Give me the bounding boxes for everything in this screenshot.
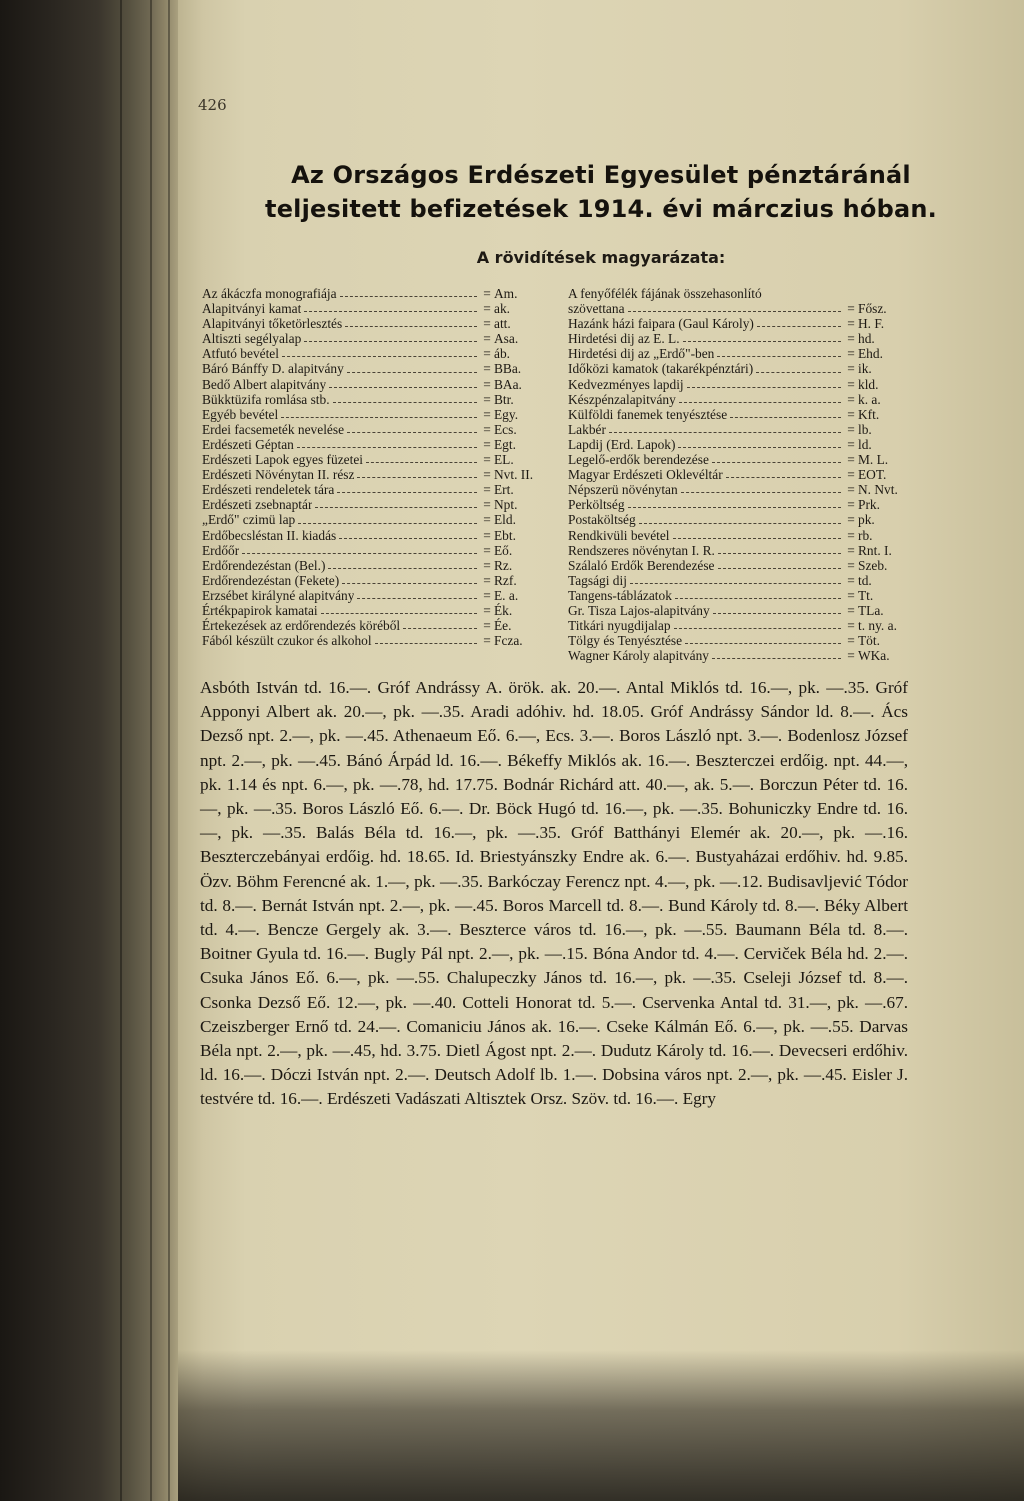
equals-sign: = bbox=[483, 587, 491, 603]
abbreviation-code: td. bbox=[858, 572, 872, 588]
equals-sign: = bbox=[847, 527, 855, 543]
page-title bbox=[178, 158, 1024, 226]
equals-sign: = bbox=[483, 618, 491, 634]
abbreviation-term: Bükktüzifa romlása stb. bbox=[202, 391, 330, 407]
equals-sign: = bbox=[847, 421, 855, 437]
equals-sign: = bbox=[483, 406, 491, 422]
leader-line bbox=[726, 463, 841, 478]
abbreviation-term: Bedő Albert alapitvány bbox=[202, 376, 327, 392]
leader-line bbox=[687, 373, 841, 388]
abbreviation-row bbox=[568, 648, 910, 663]
leader-line bbox=[340, 282, 477, 297]
equals-sign: = bbox=[847, 391, 855, 407]
abbreviation-term: Gr. Tisza Lajos-alapitvány bbox=[568, 602, 710, 618]
abbreviation-code: Egy. bbox=[494, 406, 519, 422]
equals-sign: = bbox=[483, 316, 491, 332]
abbreviation-term: Erdőrendezéstan (Bel.) bbox=[202, 557, 326, 573]
abbreviation-code: Fősz. bbox=[858, 301, 887, 317]
abbreviation-term: Erdőrendezéstan (Fekete) bbox=[202, 572, 340, 588]
abbreviation-term: Erdészeti Növénytan II. rész bbox=[202, 467, 355, 483]
leader-line bbox=[347, 418, 477, 433]
abbreviation-term: Külföldi fanemek tenyésztése bbox=[568, 406, 728, 422]
abbreviation-code: TLa. bbox=[858, 602, 884, 618]
binding-edge bbox=[150, 0, 152, 1501]
abbreviation-term: Népszerü növénytan bbox=[568, 482, 678, 498]
equals-sign: = bbox=[847, 648, 855, 664]
abbreviation-code: Npt. bbox=[494, 497, 518, 513]
leader-line bbox=[333, 388, 477, 403]
leader-line bbox=[297, 433, 477, 448]
equals-sign: = bbox=[483, 346, 491, 362]
equals-sign: = bbox=[483, 391, 491, 407]
abbreviations-right-column bbox=[568, 286, 910, 663]
leader-line bbox=[718, 554, 842, 569]
abbreviation-code: E. a. bbox=[494, 587, 519, 603]
leader-line bbox=[717, 342, 841, 357]
abbreviation-code: ld. bbox=[858, 436, 872, 452]
equals-sign: = bbox=[483, 361, 491, 377]
leader-line bbox=[403, 614, 477, 629]
equals-sign: = bbox=[483, 512, 491, 528]
abbreviation-code: Rnt. I. bbox=[858, 542, 892, 558]
abbreviation-term: Báró Bánffy D. alapitvány bbox=[202, 361, 344, 377]
abbreviation-term: Értekezések az erdőrendezés köréből bbox=[202, 618, 401, 634]
abbreviation-term: Az ákáczfa monografiája bbox=[202, 286, 337, 301]
abbreviation-code: Eld. bbox=[494, 512, 516, 528]
abbreviation-code: N. Nvt. bbox=[858, 482, 898, 498]
abbreviation-row bbox=[202, 618, 542, 633]
equals-sign: = bbox=[483, 557, 491, 573]
leader-line bbox=[298, 508, 477, 523]
abbreviation-code: Fcza. bbox=[494, 633, 523, 649]
binding-edge bbox=[168, 0, 170, 1501]
binding-edge bbox=[120, 0, 122, 1501]
abbreviation-row bbox=[568, 301, 910, 316]
payments-text: Asbóth István td. 16.—. Gróf Andrássy A. örök. ak. 20.—. Antal Miklós td. 16.—, pk. —.35. Gróf Apponyi Albert ak. 20.—, pk. —.35. Aradi adóhiv. hd. 18.05. Gróf Andrássy Sándor ld. 8.—. Ács Dezső npt. 2.—, pk. —.45. Athenaeum Eő. 6.—, Ecs. 3.—. Boros László npt. 3.—. Bodenlosz József npt. 2.—, pk. —.45. Bánó Árpád ld. 16.—. Békeffy Miklós ak. 16.—. Beszterczei erdőig. npt. 44.—, pk. 1.14 és npt. 6.—, pk. —.78, hd. 17.75. Bodnár Richárd att. 40.—, ak. 5.—. Borczun Péter td. 16.—, pk. —.35. Boros László Eő. 6.—. Dr. Böck Hugó td. 16.—, pk. —.35. Bohuniczky Endre td. 16.—, pk. —.35. Balás Béla td. 16.—, pk. —.35. Gróf Batthányi Elemér ak. 20.—, pk. —.16. Beszterczebányai erdőig. hd. 18.65. Id. Briestyánszky Endre ak. 6.—. Bustyaházai erdőhiv. hd. 9.85. Özv. Böhm Ferencné ak. 1.—, pk. —.35. Barkóczay Ferencz npt. 4.—, pk. —.12. Budisavljević Tódor td. 8.—. Bernát István npt. 2.—, pk. —.45. Boros Marcell td. 8.—. Bund Károly td. 8.—. Béky Albert td. 4.—. Bencze Gergely ak. 3.—. Beszterce város td. 16.—, pk. —.55. Baumann Béla td. 8.—. Boitner Gyula td. 16.—. Bugly Pál npt. 2.—, pk. —.15. Bóna Andor td. 4.—. Cerviček Béla hd. 2.—. Csuka János Eő. 6.—, pk. —.55. Chalupeczky János td. 16.—, pk. —.35. Cseleji József td. 8.—. Csonka Dezső Eő. 12.—, pk. —.40. Cotteli Honorat td. 5.—. Cservenka Antal td. 31.—, pk. —.67. Czeiszberger Ernő td. 24.—. Comaniciu János ak. 16.—. Cseke Kálmán Eő. 6.—, pk. —.55. Darvas Béla npt. 2.—, pk. —.45, hd. 3.75. Dietl Ágost npt. 2.—. Dudutz Károly td. 16.—. Devecseri erdőhiv. ld. 16.—. Dóczi István npt. 2.—. Deutsch Adolf lb. 1.—. Dobsina város npt. 2.—, pk. —.45. Eisler J. testvére td. 16.—. Erdészeti Vadászati Altisztek Orsz. Szöv. td. 16.—. Egry bbox=[200, 678, 908, 1109]
abbreviation-term: Tagsági dij bbox=[568, 572, 627, 588]
leader-line bbox=[315, 493, 477, 508]
abbreviation-term: Alapitványi kamat bbox=[202, 301, 302, 317]
leader-line bbox=[339, 524, 477, 539]
abbreviation-code: att. bbox=[494, 316, 511, 332]
leader-line bbox=[329, 373, 477, 388]
abbreviation-term: Hirdetési dij az E. L. bbox=[568, 331, 680, 347]
abbreviation-row bbox=[202, 633, 542, 648]
abbreviations-left-column bbox=[202, 286, 542, 648]
abbreviation-code: ik. bbox=[858, 361, 872, 377]
leader-line bbox=[282, 342, 477, 357]
leader-line bbox=[679, 388, 841, 403]
book-binding bbox=[0, 0, 178, 1501]
equals-sign: = bbox=[483, 602, 491, 618]
equals-sign: = bbox=[483, 542, 491, 558]
abbreviation-code: Ert. bbox=[494, 482, 514, 498]
abbreviation-code: Tt. bbox=[858, 587, 874, 603]
abbreviations-heading: A rövidítések magyarázata: bbox=[476, 248, 726, 267]
equals-sign: = bbox=[483, 301, 491, 317]
equals-sign: = bbox=[483, 286, 491, 301]
leader-line bbox=[304, 297, 477, 312]
abbreviation-term: Értékpapirok kamatai bbox=[202, 602, 318, 618]
abbreviation-code: Rzf. bbox=[494, 572, 517, 588]
abbreviation-code: kld. bbox=[858, 376, 879, 392]
leader-line bbox=[756, 357, 841, 372]
abbreviation-code: t. ny. a. bbox=[858, 618, 897, 634]
leader-line bbox=[628, 297, 841, 312]
abbreviation-term: Perköltség bbox=[568, 497, 625, 513]
equals-sign: = bbox=[847, 361, 855, 377]
equals-sign: = bbox=[483, 467, 491, 483]
abbreviation-term: „Erdő" czimü lap bbox=[202, 512, 296, 528]
equals-sign: = bbox=[847, 512, 855, 528]
equals-sign: = bbox=[483, 331, 491, 347]
equals-sign: = bbox=[847, 316, 855, 332]
title-line-1: Az Országos Erdészeti Egyesület pénztáránál bbox=[291, 161, 911, 189]
abbreviation-code: k. a. bbox=[858, 391, 881, 407]
abbreviation-code: hd. bbox=[858, 331, 875, 347]
equals-sign: = bbox=[483, 572, 491, 588]
abbreviation-term: Erdőbecsléstan II. kiadás bbox=[202, 527, 337, 543]
equals-sign: = bbox=[847, 482, 855, 498]
abbreviation-term: Erdészeti Lapok egyes füzetei bbox=[202, 452, 363, 468]
leader-line bbox=[357, 463, 477, 478]
abbreviation-code: BBa. bbox=[494, 361, 522, 377]
abbreviation-code: Ebt. bbox=[494, 527, 516, 543]
abbreviation-code: Szeb. bbox=[858, 557, 888, 573]
abbreviation-term: A fenyőfélék fájának összehasonlító bbox=[568, 286, 762, 301]
abbreviation-code: pk. bbox=[858, 512, 875, 528]
leader-line bbox=[683, 327, 841, 342]
leader-line bbox=[630, 569, 841, 584]
abbreviation-term: Wagner Károly alapitvány bbox=[568, 648, 709, 664]
equals-sign: = bbox=[847, 301, 855, 317]
abbreviation-row bbox=[202, 603, 542, 618]
abbreviation-term: Hirdetési dij az „Erdő"-ben bbox=[568, 346, 715, 362]
title-line-2: teljesitett befizetések 1914. évi márczius hóban. bbox=[265, 195, 937, 223]
leader-line bbox=[678, 433, 841, 448]
equals-sign: = bbox=[483, 376, 491, 392]
abbreviation-term: Altiszti segélyalap bbox=[202, 331, 302, 347]
abbreviation-term: Tangens-táblázatok bbox=[568, 587, 672, 603]
page-number: 426 bbox=[198, 96, 227, 114]
abbreviation-code: Ée. bbox=[494, 618, 512, 634]
abbreviation-term: Rendkivüli bevétel bbox=[568, 527, 670, 543]
leader-line bbox=[685, 629, 841, 644]
leader-line bbox=[328, 554, 477, 569]
abbreviation-term: Kedvezményes lapdij bbox=[568, 376, 684, 392]
abbreviation-term: Atfutó bevétel bbox=[202, 346, 279, 362]
abbreviation-code: M. L. bbox=[858, 452, 889, 468]
abbreviation-term: Magyar Erdészeti Oklevéltár bbox=[568, 467, 723, 483]
abbreviation-term: Fából készült czukor és alkohol bbox=[202, 633, 372, 649]
equals-sign: = bbox=[483, 421, 491, 437]
abbreviation-term: Titkári nyugdijalap bbox=[568, 618, 671, 634]
equals-sign: = bbox=[847, 406, 855, 422]
abbreviation-code: EOT. bbox=[858, 467, 887, 483]
abbreviation-term: Alapitványi tőketörlesztés bbox=[202, 316, 343, 332]
abbreviation-code: Egt. bbox=[494, 436, 516, 452]
abbreviation-term: Erdei facsemeték nevelése bbox=[202, 421, 345, 437]
leader-line bbox=[609, 418, 841, 433]
abbreviation-code: Asa. bbox=[494, 331, 519, 347]
equals-sign: = bbox=[483, 452, 491, 468]
abbreviation-code: Btr. bbox=[494, 391, 514, 407]
abbreviation-term: Erzsébet királyné alapitvány bbox=[202, 587, 355, 603]
equals-sign: = bbox=[483, 527, 491, 543]
abbreviation-term: Időközi kamatok (takarékpénztári) bbox=[568, 361, 754, 377]
abbreviation-term: Lakbér bbox=[568, 421, 606, 437]
equals-sign: = bbox=[847, 346, 855, 362]
abbreviation-term: Készpénzalapitvány bbox=[568, 391, 676, 407]
leader-line bbox=[242, 539, 477, 554]
leader-line bbox=[357, 584, 477, 599]
equals-sign: = bbox=[483, 482, 491, 498]
equals-sign: = bbox=[847, 572, 855, 588]
abbreviation-term: Tölgy és Tenyésztése bbox=[568, 633, 683, 649]
abbreviation-term: Egyéb bevétel bbox=[202, 406, 279, 422]
leader-line bbox=[673, 524, 841, 539]
abbreviation-term: Erdészeti rendeletek tára bbox=[202, 482, 335, 498]
equals-sign: = bbox=[847, 587, 855, 603]
leader-line bbox=[681, 478, 841, 493]
abbreviation-code: rb. bbox=[858, 527, 873, 543]
abbreviation-code: Kft. bbox=[858, 406, 880, 422]
abbreviation-term: Erdészeti Géptan bbox=[202, 436, 294, 452]
equals-sign: = bbox=[483, 497, 491, 513]
leader-line bbox=[347, 357, 477, 372]
abbreviation-term: Hazánk házi faipara (Gaul Károly) bbox=[568, 316, 754, 332]
abbreviation-term: Legelő-erdők berendezése bbox=[568, 452, 709, 468]
equals-sign: = bbox=[847, 542, 855, 558]
equals-sign: = bbox=[847, 557, 855, 573]
abbreviation-code: H. F. bbox=[858, 316, 885, 332]
abbreviation-term: Erdőőr bbox=[202, 542, 240, 558]
leader-line bbox=[712, 644, 841, 659]
abbreviation-code: Eő. bbox=[494, 542, 513, 558]
leader-line bbox=[628, 493, 841, 508]
leader-line bbox=[281, 403, 477, 418]
abbreviation-code: WKa. bbox=[858, 648, 890, 664]
abbreviation-code: Töt. bbox=[858, 633, 880, 649]
leader-line bbox=[718, 539, 841, 554]
leader-line bbox=[713, 599, 841, 614]
equals-sign: = bbox=[847, 452, 855, 468]
abbreviation-code: Ehd. bbox=[858, 346, 883, 362]
equals-sign: = bbox=[847, 497, 855, 513]
abbreviation-code: Prk. bbox=[858, 497, 880, 513]
page-bottom-shadow bbox=[178, 1350, 1024, 1501]
abbreviation-code: Rz. bbox=[494, 557, 513, 573]
leader-line bbox=[757, 312, 841, 327]
leader-line bbox=[730, 403, 841, 418]
leader-line bbox=[337, 478, 477, 493]
abbreviation-term: szövettana bbox=[568, 301, 625, 317]
abbreviation-row bbox=[568, 346, 910, 361]
abbreviation-term: Erdészeti zsebnaptár bbox=[202, 497, 313, 513]
leader-line bbox=[675, 584, 841, 599]
leader-line bbox=[342, 569, 477, 584]
abbreviation-code: Ék. bbox=[494, 602, 513, 618]
equals-sign: = bbox=[483, 436, 491, 452]
equals-sign: = bbox=[847, 436, 855, 452]
abbreviation-code: áb. bbox=[494, 346, 510, 362]
equals-sign: = bbox=[847, 633, 855, 649]
equals-sign: = bbox=[847, 602, 855, 618]
book-page bbox=[178, 0, 1024, 1501]
equals-sign: = bbox=[483, 633, 491, 649]
leader-line bbox=[366, 448, 477, 463]
abbreviation-code: Ecs. bbox=[494, 421, 517, 437]
abbreviation-term: Postaköltség bbox=[568, 512, 636, 528]
equals-sign: = bbox=[847, 376, 855, 392]
leader-line bbox=[674, 614, 841, 629]
leader-line bbox=[712, 448, 841, 463]
abbreviation-code: Nvt. II. bbox=[494, 467, 534, 483]
leader-line bbox=[345, 312, 477, 327]
abbreviation-term: Lapdij (Erd. Lapok) bbox=[568, 436, 676, 452]
abbreviation-code: EL. bbox=[494, 452, 514, 468]
abbreviation-term: Rendszeres növénytan I. R. bbox=[568, 542, 715, 558]
equals-sign: = bbox=[847, 618, 855, 634]
leader-line bbox=[639, 508, 841, 523]
equals-sign: = bbox=[847, 331, 855, 347]
leader-line bbox=[375, 629, 477, 644]
equals-sign: = bbox=[847, 467, 855, 483]
abbreviation-term: Szálaló Erdők Berendezése bbox=[568, 557, 715, 573]
abbreviation-code: BAa. bbox=[494, 376, 522, 392]
abbreviation-code: ak. bbox=[494, 301, 510, 317]
abbreviation-code: lb. bbox=[858, 421, 872, 437]
leader-line bbox=[321, 599, 477, 614]
leader-line bbox=[304, 327, 477, 342]
abbreviation-code: Am. bbox=[494, 286, 518, 301]
